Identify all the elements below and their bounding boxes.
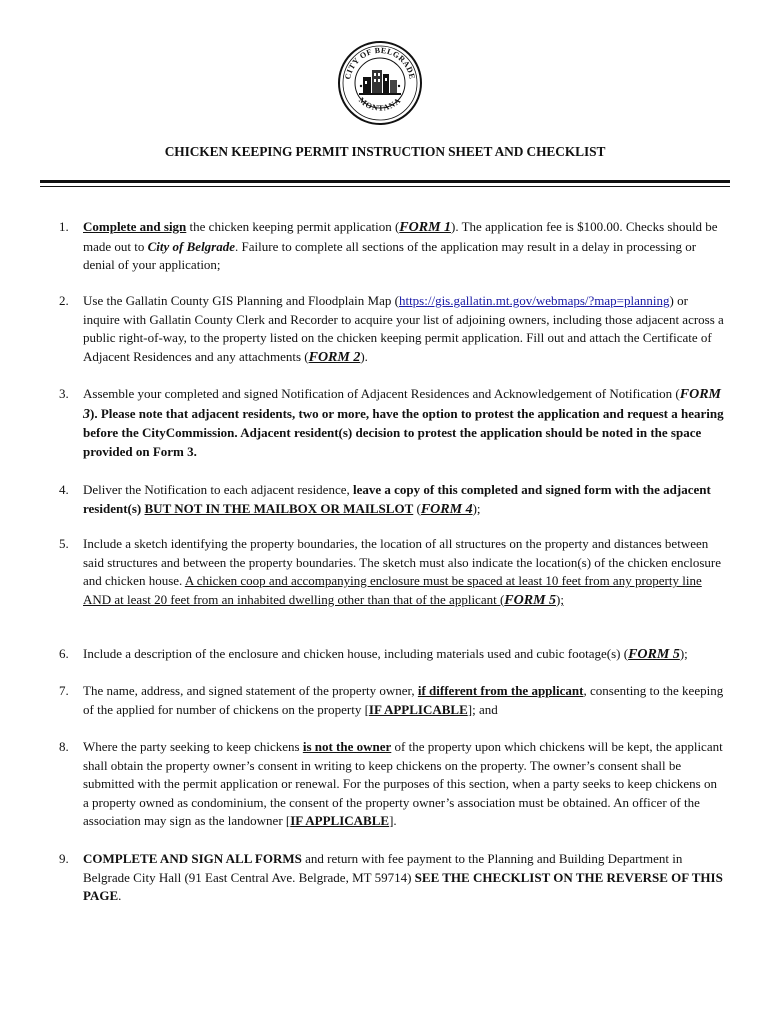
list-item-5: 5. Include a sketch identifying the property boundaries, the location of all structures on the property and distances between said structures and between the property boundaries. The sketch must also indicate the location(s) of the chicken enclosure and chicken house. A chicken coop and accompanying enclosure must be spaced at least 10 feet from any property line AND at least 20 feet from an inhabited dwelling other than that of the applicant (FORM 5);	[59, 536, 721, 608]
list-item-8: 8. Where the party seeking to keep chickens is not the owner of the property upon which chickens will be kept, the applicant shall obtain the property owner’s consent in writing to keep chickens on the property. The owner’s consent shall be submitted with the permit application or renewal. For the purposes of this section, when a party seeks to keep chickens on a property owned as condominium, the consent of the property owner’s association must be obtained. An officer of the association may sign as the landowner [IF APPLICABLE].	[59, 739, 723, 829]
title-divider-thin	[40, 186, 730, 187]
list-item-6: 6. Include a description of the enclosure and chicken house, including materials used and cubic footage(s) (FORM 5);	[59, 646, 688, 662]
svg-text:CITY OF BELGRADE: CITY OF BELGRADE	[343, 45, 417, 81]
city-seal-logo	[337, 40, 423, 126]
title-divider-thick	[40, 180, 730, 183]
list-item-2: 2. Use the Gallatin County GIS Planning and Floodplain Map (https://gis.gallatin.mt.gov/webmaps/?map=planning) or inquire with Gallatin County Clerk and Recorder to acquire your list of adjoining owners, including those adjacent across a public right-of-way, to the property listed on the chicken keeping permit application. Fill out and attach the Certificate of Adjacent Residences and any attachments (FORM 2).	[59, 293, 724, 365]
list-item-4: 4. Deliver the Notification to each adjacent residence, leave a copy of this completed and signed form with the adjacent resident(s) BUT NOT IN THE MAILBOX OR MAILSLOT (FORM 4);	[59, 482, 711, 517]
gis-map-link[interactable]: https://gis.gallatin.mt.gov/webmaps/?map=planning	[398, 293, 670, 308]
page-title: CHICKEN KEEPING PERMIT INSTRUCTION SHEET AND CHECKLIST	[164, 144, 606, 159]
list-item-3: 3. Assemble your completed and signed Notification of Adjacent Residences and Acknowledgement of Notification (FORM 3). Please note that adjacent residents, two or more, have the option to protest the application and request a hearing before the CityCommission. Adjacent resident(s) decision to protest the application should be noted in the space provided on Form 3.	[59, 386, 724, 459]
list-item-1: 1. Complete and sign the chicken keeping permit application (FORM 1). The application fee is $100.00. Checks should be made out to City of Belgrade. Failure to complete all sections of the application may result in a delay in processing or denial of your application;	[59, 219, 718, 273]
list-item-7: 7. The name, address, and signed statement of the property owner, if different from the applicant, consenting to the keeping of the applied for number of chickens on the property [IF APPLICABLE]; and	[59, 683, 724, 717]
svg-text:MONTANA: MONTANA	[356, 95, 403, 113]
list-item-9: 9. COMPLETE AND SIGN ALL FORMS and return with fee payment to the Planning and Building Department in Belgrade City Hall (91 East Central Ave. Belgrade, MT 59714) SEE THE CHECKLIST ON THE REVERSE OF THIS PAGE.	[59, 851, 723, 904]
